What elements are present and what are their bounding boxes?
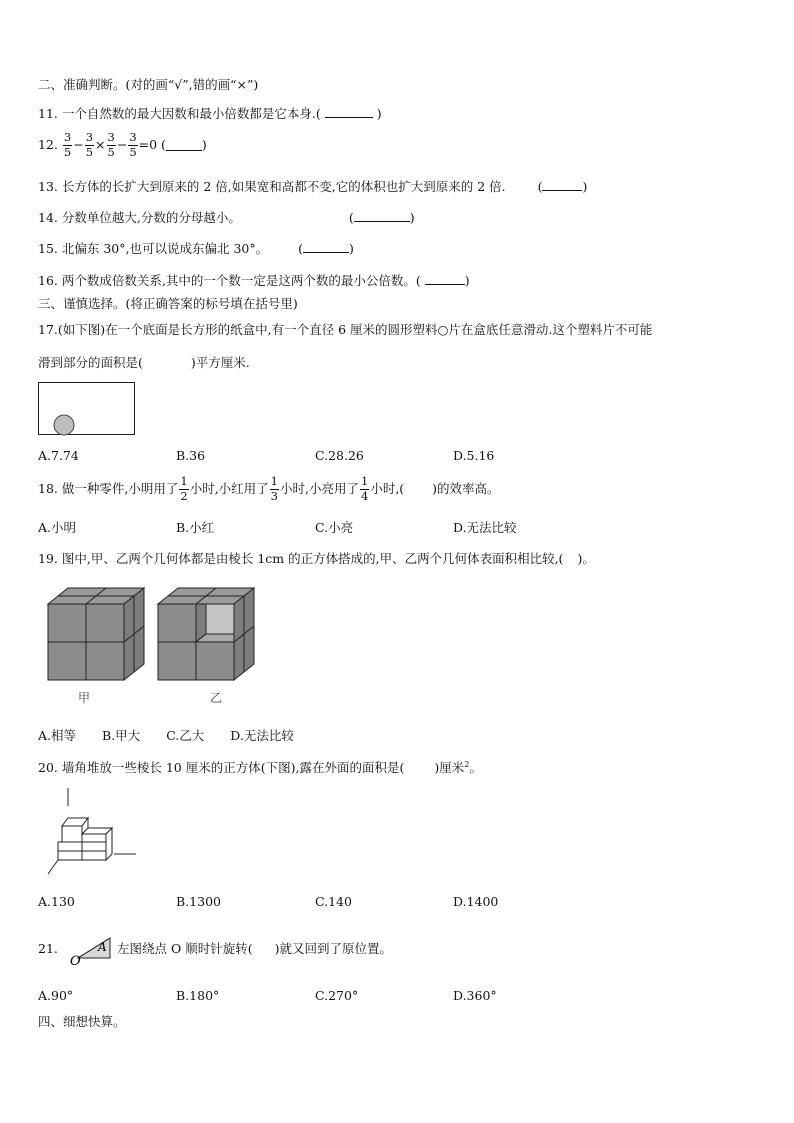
q19-option-d[interactable]: D.无法比较 xyxy=(230,728,294,743)
fraction: $\frac{1}{3}$ xyxy=(270,474,278,503)
rotation-triangle-figure xyxy=(70,932,116,969)
q18-option-c[interactable]: C.小亮 xyxy=(315,520,354,535)
label-jia: 甲 xyxy=(78,691,91,705)
q17-option-b[interactable]: B.36 xyxy=(176,448,206,463)
question-21-text: 左图绕点 O 顺时针旋转( )就又回到了原位置。 xyxy=(117,941,392,956)
question-number: 20. xyxy=(38,760,58,776)
question-text: 两个数成倍数关系,其中的一个数一定是这两个数的最小公倍数。( xyxy=(61,273,421,288)
point-a-label: A xyxy=(98,940,107,954)
question-12: 12. $\frac{3}{5}$ − $\frac{3}{5}$ × $\frac{3}{5}$ − $\frac{3}{5}$ =0 ( ) xyxy=(38,130,207,159)
cube-figure-yi xyxy=(148,584,268,708)
plastic-disc xyxy=(54,415,74,435)
q18-option-a[interactable]: A.小明 xyxy=(38,520,77,535)
question-15: 15. 北偏东 30°,也可以说成东偏北 30°。 ( ) xyxy=(38,241,354,256)
q18-option-b[interactable]: B.小红 xyxy=(176,520,215,535)
question-21-number: 21. xyxy=(38,941,58,956)
question-14: 14. 分数单位越大,分数的分母越小。 ( ) xyxy=(38,210,415,225)
question-20: 20. 墙角堆放一些棱长 10 厘米的正方体(下图),露在外面的面积是( )厘米$^2$。 xyxy=(38,760,482,776)
label-yi: 乙 xyxy=(210,691,223,705)
section3-heading: 三、谨慎选择。(将正确答案的标号填在括号里) xyxy=(38,296,298,311)
q17-option-c[interactable]: C.28.26 xyxy=(315,448,364,463)
question-16: 16. 两个数成倍数关系,其中的一个数一定是这两个数的最小公倍数。( ) xyxy=(38,273,470,288)
fraction: $\frac{3}{5}$ xyxy=(85,130,94,159)
question-17-line1 xyxy=(38,324,652,337)
question-11: 11. 一个自然数的最大因数和最小倍数都是它本身.( ) xyxy=(38,106,382,121)
fraction: $\frac{1}{4}$ xyxy=(360,474,369,503)
q21-option-d[interactable]: D.360° xyxy=(453,988,497,1003)
question-text: 图中,甲、乙两个几何体都是由棱长 1cm 的正方体搭成的,甲、乙两个几何体表面积相比较,( xyxy=(61,551,564,566)
question-text: 墙角堆放一些棱长 10 厘米的正方体(下图),露在外面的面积是( xyxy=(61,760,405,776)
q19-option-c[interactable]: C.乙大 xyxy=(166,728,205,743)
answer-blank[interactable] xyxy=(542,179,582,191)
q20-option-c[interactable]: C.140 xyxy=(315,894,352,909)
q20-option-d[interactable]: D.1400 xyxy=(453,894,499,909)
answer-blank[interactable] xyxy=(425,273,465,285)
box-rectangle xyxy=(39,383,135,435)
point-o-label: O xyxy=(70,954,81,969)
box-diagram xyxy=(38,382,136,436)
answer-blank[interactable] xyxy=(166,139,202,151)
question-number: 14. xyxy=(38,210,58,225)
q21-option-b[interactable]: B.180° xyxy=(176,988,220,1003)
question-number: 11. xyxy=(38,106,58,121)
cube-figure-jia xyxy=(38,584,150,708)
question-number: 16. xyxy=(38,273,58,288)
q17-option-a[interactable]: A.7.74 xyxy=(38,448,79,463)
q19-options xyxy=(38,730,294,743)
question-text: 长方体的长扩大到原来的 2 倍,如果宽和高都不变,它的体积也扩大到原来的 2 倍. xyxy=(61,179,506,194)
question-17-line2: 滑到部分的面积是( )平方厘米. xyxy=(38,355,250,370)
question-number: 18. xyxy=(38,480,58,496)
question-18: 18. 做一种零件,小明用了 $\frac{1}{2}$ 小时,小红用了 $\frac{1}{3}$ 小时,小亮用了 $\frac{1}{4}$ 小时,( )的效率高。 xyxy=(38,474,500,503)
fraction: $\frac{3}{5}$ xyxy=(107,130,115,159)
question-number: 19. xyxy=(38,551,58,566)
fraction: $\frac{1}{2}$ xyxy=(180,474,188,503)
fraction: $\frac{3}{5}$ xyxy=(129,130,137,159)
q17-option-d[interactable]: D.5.16 xyxy=(453,448,495,463)
q18-option-d[interactable]: D.无法比较 xyxy=(453,520,517,535)
question-19: 19. 图中,甲、乙两个几何体都是由棱长 1cm 的正方体搭成的,甲、乙两个几何体表面积相比较,( )。 xyxy=(38,551,595,566)
question-text: 一个自然数的最大因数和最小倍数都是它本身.( xyxy=(61,106,321,121)
section4-heading: 四、细想快算。 xyxy=(38,1014,126,1029)
q19-option-a[interactable]: A.相等 xyxy=(38,728,77,743)
q20-option-a[interactable]: A.130 xyxy=(38,894,75,909)
answer-blank[interactable] xyxy=(143,356,191,367)
fraction: $\frac{3}{5}$ xyxy=(63,130,72,159)
q21-option-a[interactable]: A.90° xyxy=(38,988,74,1003)
q19-option-b[interactable]: B.甲大 xyxy=(102,728,141,743)
answer-blank[interactable] xyxy=(325,106,373,118)
question-number: 13. xyxy=(38,179,58,194)
question-number: 15. xyxy=(38,241,58,256)
question-number: 12. xyxy=(38,136,58,152)
question-text: 分数单位越大,分数的分母越小。 xyxy=(61,210,241,225)
question-text: (如下图)在一个底面是长方形的纸盒中,有一个直径 6 厘米的圆形塑料○片在盒底任意滑动.这个塑料片不可能 xyxy=(57,322,653,337)
question-text: 北偏东 30°,也可以说成东偏北 30°。 xyxy=(61,241,269,256)
q21-option-c[interactable]: C.270° xyxy=(315,988,359,1003)
question-number: 17. xyxy=(38,322,58,337)
q20-option-b[interactable]: B.1300 xyxy=(176,894,221,909)
section2-heading: 二、准确判断。(对的画“√”,错的画“×”) xyxy=(38,77,259,92)
corner-cubes-figure xyxy=(48,788,140,878)
answer-blank[interactable] xyxy=(354,210,410,222)
answer-blank[interactable] xyxy=(303,241,349,253)
question-13: 13. 长方体的长扩大到原来的 2 倍,如果宽和高都不变,它的体积也扩大到原来的 2 倍. ( ) xyxy=(38,179,588,194)
